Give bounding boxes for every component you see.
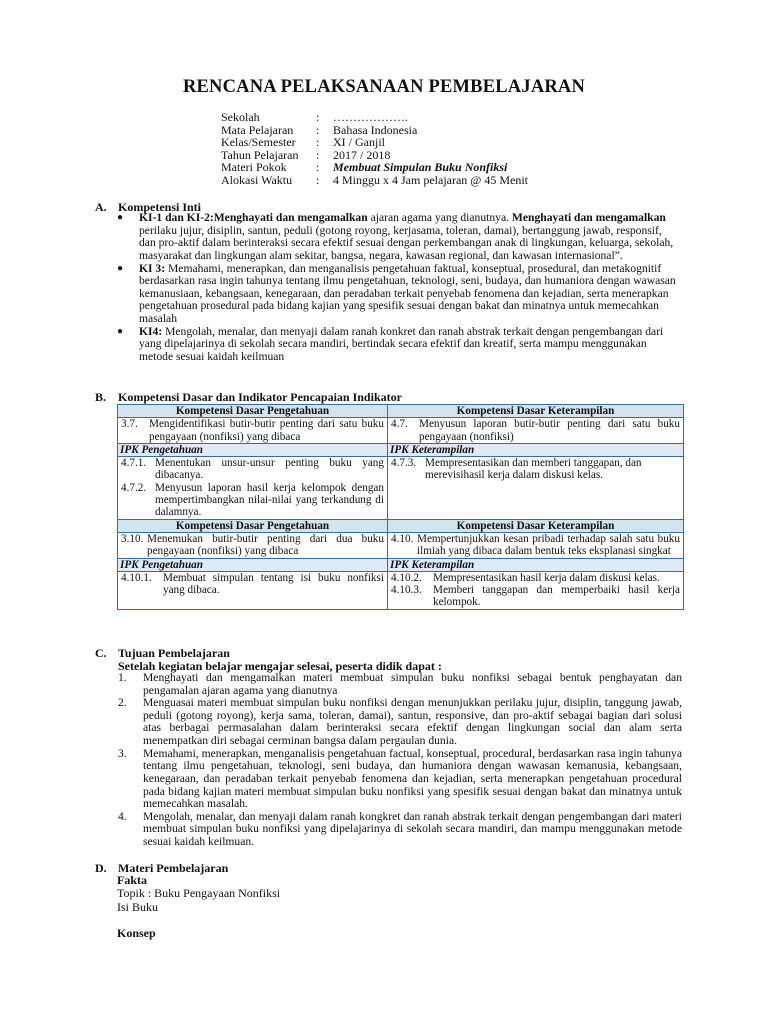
- section-title: Tujuan Pembelajaran: [118, 646, 230, 660]
- ipk-item: [121, 457, 384, 482]
- kd-cell: [388, 532, 684, 558]
- ipk-header-keterampilan: IPK Keterampilan: [388, 443, 684, 456]
- section-letter: B.: [95, 390, 107, 404]
- list-item: [118, 672, 682, 697]
- identity-block: [221, 111, 528, 187]
- ipk-number: 4.10.2.: [391, 571, 422, 584]
- header-cell-pengetahuan: Kompetensi Dasar Pengetahuan: [118, 519, 388, 532]
- ipk-text: Memberi tanggapan dan memperbaiki hasil kerja kelompok.: [433, 584, 680, 609]
- ipk-cell: [388, 571, 684, 609]
- ki-text: Mengolah, menalar, dan menyaji dalam ranah konkret dan ranah abstrak terkait dengan pengembangan dari yang dipelajarinya di sekolah secara mandiri, bertindak secara efektif dan kreatif, serta mampu menggunakan metode sesuai kaidah keilmuan: [139, 324, 664, 364]
- section-letter: A.: [95, 200, 107, 214]
- ki-1-2-text: [139, 212, 681, 262]
- ipk-item: [391, 457, 680, 482]
- ipk-cell: [118, 457, 388, 519]
- identity-label: Mata Pelajaran: [221, 122, 294, 137]
- table-header-row: [118, 519, 684, 532]
- kd-text: Menyusun laporan butir-butir penting dari satu buku pengayaan (nonfiksi): [419, 418, 680, 443]
- section-b-heading: [95, 390, 402, 405]
- ipk-text: Membuat simpulan tentang isi buku nonfiksi yang dibaca.: [163, 571, 384, 597]
- table-row: [118, 532, 684, 558]
- identity-colon: :: [316, 172, 320, 187]
- ki-text: perilaku jujur, disiplin, santun, peduli (gotong royong, kerjasama, toleran, damai), bertanggung jawab, responsif, dan pro-aktif dalam berinteraksi secara efektif sesuai dengan perkembangan anak di lingkungan, keluarga, sekolah, masyarakat dan lingkungan alam sekitar, bangsa, negara, kawasan regional, dan kawasan internasional”.: [139, 223, 674, 262]
- ipk-header-row: [118, 558, 684, 571]
- kd-number: 3.7.: [121, 418, 138, 431]
- identity-value: ……………….: [333, 110, 408, 124]
- table-row: [118, 418, 684, 444]
- identity-value: XI / Ganjil: [333, 135, 385, 150]
- identity-row-sekolah: [221, 111, 528, 124]
- ipk-cell: [118, 571, 388, 609]
- kd-number: 4.7.: [391, 418, 408, 431]
- kd-item: [391, 533, 680, 558]
- kd-number: 4.10.: [391, 532, 414, 545]
- identity-label: Kelas/Semester: [221, 135, 296, 150]
- header-cell-pengetahuan: Kompetensi Dasar Pengetahuan: [118, 405, 388, 418]
- ipk-item: [121, 482, 384, 519]
- ipk-number: 4.7.3.: [391, 457, 417, 470]
- ipk-number: 4.10.3.: [391, 584, 422, 597]
- document-title: RENCANA PELAKSANAAN PEMBELAJARAN: [182, 77, 586, 97]
- ipk-header-keterampilan: IPK Keterampilan: [388, 558, 684, 571]
- list-number: 3.: [118, 746, 127, 760]
- kd-item: [121, 418, 384, 443]
- table-row: [118, 457, 684, 519]
- identity-label: Materi Pokok: [221, 160, 287, 175]
- ipk-number: 4.7.1.: [121, 457, 147, 470]
- ki-emphasis: Menghayati dan mengamalkan: [511, 211, 666, 224]
- ipk-item: [391, 584, 680, 609]
- ipk-text: Menentukan unsur-unsur penting buku yang dibacanya.: [155, 457, 384, 482]
- kd-text: Mempertunjukkan kesan pribadi terhadap salah satu buku ilmiah yang dibaca dalam bentuk teks eksplanasi singkat: [417, 532, 680, 558]
- materi-isi: Isi Buku: [117, 899, 159, 914]
- bullet-icon: ●: [117, 212, 124, 223]
- identity-value: Bahasa Indonesia: [333, 122, 418, 137]
- kompetensi-dasar-table: [117, 404, 684, 610]
- ki-label: KI-1 dan KI-2:Menghayati dan mengamalkan: [139, 211, 368, 224]
- ipk-number: 4.10.1.: [121, 571, 152, 584]
- list-item: [118, 697, 682, 747]
- header-cell-keterampilan: Kompetensi Dasar Keterampilan: [388, 519, 684, 532]
- kompetensi-inti-list: [117, 212, 681, 364]
- identity-label: Tahun Pelajaran: [221, 147, 299, 162]
- identity-label: Alokasi Waktu: [221, 172, 293, 187]
- section-title: Kompetensi Inti: [118, 200, 202, 214]
- section-letter: D.: [95, 861, 107, 875]
- ipk-item: [121, 572, 384, 597]
- kd-cell: [388, 418, 684, 444]
- list-text: Menghayati dan mengamalkan materi membuat simpulan buku nonfiksi sebagai bentuk penghayatan dan pengamalan ajaran agama yang dianutnya: [143, 671, 682, 697]
- identity-row-kelas-semester: [221, 136, 528, 149]
- identity-colon: :: [316, 110, 320, 124]
- header-cell-keterampilan: Kompetensi Dasar Keterampilan: [388, 405, 684, 418]
- list-item: [117, 326, 681, 364]
- list-text: Mengolah, menalar, dan menyaji dalam ranah kongkret dan ranah abstrak terkait dengan pengembangan dari materi membuat simpulan buku nonfiksi yang dipelajarinya di sekolah secara mandiri, dan mampu menggunakan metode sesuai kaidah keilmuan.: [143, 809, 682, 848]
- list-item: [118, 748, 682, 811]
- list-item: [117, 212, 681, 262]
- ipk-header-row: [118, 443, 684, 456]
- materi-topik: Topik : Buku Pengayaan Nonfiksi: [117, 886, 281, 901]
- kd-cell: [118, 418, 388, 444]
- list-item: [118, 811, 682, 849]
- list-number: 2.: [118, 696, 127, 710]
- kd-number: 3.10.: [121, 532, 144, 545]
- materi-fakta-heading: Fakta: [117, 873, 147, 887]
- list-text: Memahami, menerapkan, menganalisis pengetahuan factual, konseptual, procedural, berdasarkan rasa ingin tahunya tentang ilmu pengetahuan, teknologi, seni budaya, dan humaniora dengan wawasan kemanusia, kebangsaan, kenegaraan, dan peradaban terkait penyebab fenomena dan kejadian, serta menerapkan pengetahuan procedural pada bidang kajian materi membuat simpulan buku nonfiksi yang spesifik sesuai dengan bakat dan minatnya untuk memecahkan masalah.: [143, 746, 682, 811]
- materi-block: [117, 874, 280, 940]
- identity-colon: :: [316, 160, 320, 175]
- tujuan-intro: Setelah kegiatan belajar mengajar selesai, peserta didik dapat :: [118, 659, 442, 673]
- identity-value: 4 Minggu x 4 Jam pelajaran @ 45 Menit: [333, 172, 529, 187]
- section-title: Kompetensi Dasar dan Indikator Pencapaian Indikator: [118, 390, 402, 404]
- kd-item: [121, 533, 384, 558]
- ki-label: KI4:: [139, 324, 163, 338]
- ipk-text: Menyusun laporan hasil kerja kelompok dengan mempertimbangkan nilai-nilai yang terkandung di dalamnya.: [155, 481, 384, 519]
- identity-label: Sekolah: [221, 110, 260, 124]
- list-text: Menguasai materi membuat simpulan buku nonfiksi dengan menunjukkan perilaku jujur, disiplin, tanggung jawab, peduli (gotong royong), kerja sama, toleran, damai), santun, responsive, dan pro-aktif sebagai bagian dari solusi atas berbagai permasalahan dalam berinteraksi secara efektif dengan lingkungan social dan alam serta menempatkan diri sebagai cerminan bangsa dalam pergaulan dunia.: [143, 696, 682, 748]
- ki-3-text: [139, 263, 681, 326]
- ki-4-text: [139, 326, 681, 364]
- table-row: [118, 571, 684, 609]
- bullet-icon: ●: [117, 325, 124, 337]
- ki-label: KI 3:: [139, 261, 166, 275]
- list-number: 4.: [118, 809, 127, 823]
- ipk-header-pengetahuan: IPK Pengetahuan: [118, 558, 388, 571]
- table-header-row: [118, 405, 684, 418]
- kd-cell: [118, 532, 388, 558]
- identity-colon: :: [316, 122, 320, 137]
- bullet-icon: ●: [117, 262, 124, 274]
- materi-spacer: [117, 914, 280, 927]
- identity-value: 2017 / 2018: [333, 147, 391, 162]
- ki-text: Memahami, menerapkan, dan menganalisis pengetahuan faktual, konseptual, prosedural, dan metakognitif berdasarkan rasa ingin tahunya tentang ilmu pengetahuan, teknologi, seni, budaya, dan humaniora dengan wawasan kemanusiaan, kebangsaan, kenegaraan, dan peradaban terkait penyebab fenomena dan kejadian, serta menerapkan pengetahuan prosedural pada bidang kajian yang spesifik sesuai dengan bakat dan minatnya untuk memecahkan masalah: [139, 261, 676, 325]
- ipk-text: Mempresentasikan dan memberi tanggapan, dan merevisihasil kerja dalam diskusi kelas.: [425, 457, 642, 482]
- ipk-item: [391, 572, 680, 584]
- section-title: Materi Pembelajaran: [118, 861, 229, 875]
- tujuan-list: [118, 672, 682, 849]
- materi-konsep-heading: Konsep: [117, 925, 156, 940]
- section-letter: C.: [95, 646, 107, 660]
- ipk-header-pengetahuan: IPK Pengetahuan: [118, 443, 388, 456]
- identity-colon: :: [316, 135, 320, 150]
- kd-text: Mengidentifikasi butir-butir penting dari satu buku pengayaan (nonfiksi) yang dibaca: [149, 418, 384, 443]
- ipk-number: 4.7.2.: [121, 481, 147, 494]
- list-number: 1.: [118, 671, 127, 684]
- identity-value: Membuat Simpulan Buku Nonfiksi: [333, 160, 508, 175]
- ki-text: ajaran agama yang dianutnya.: [367, 211, 512, 224]
- ipk-cell: [388, 457, 684, 519]
- ipk-text: Mempresentasikan hasil kerja dalam diskusi kelas.: [433, 571, 660, 584]
- identity-colon: :: [316, 147, 320, 162]
- list-item: [117, 263, 681, 326]
- kd-text: Menemukan butir-butir penting dari dua buku pengayaan (nonfiksi) yang dibaca: [147, 532, 384, 558]
- kd-item: [391, 418, 680, 443]
- identity-row-alokasi-waktu: [221, 174, 528, 187]
